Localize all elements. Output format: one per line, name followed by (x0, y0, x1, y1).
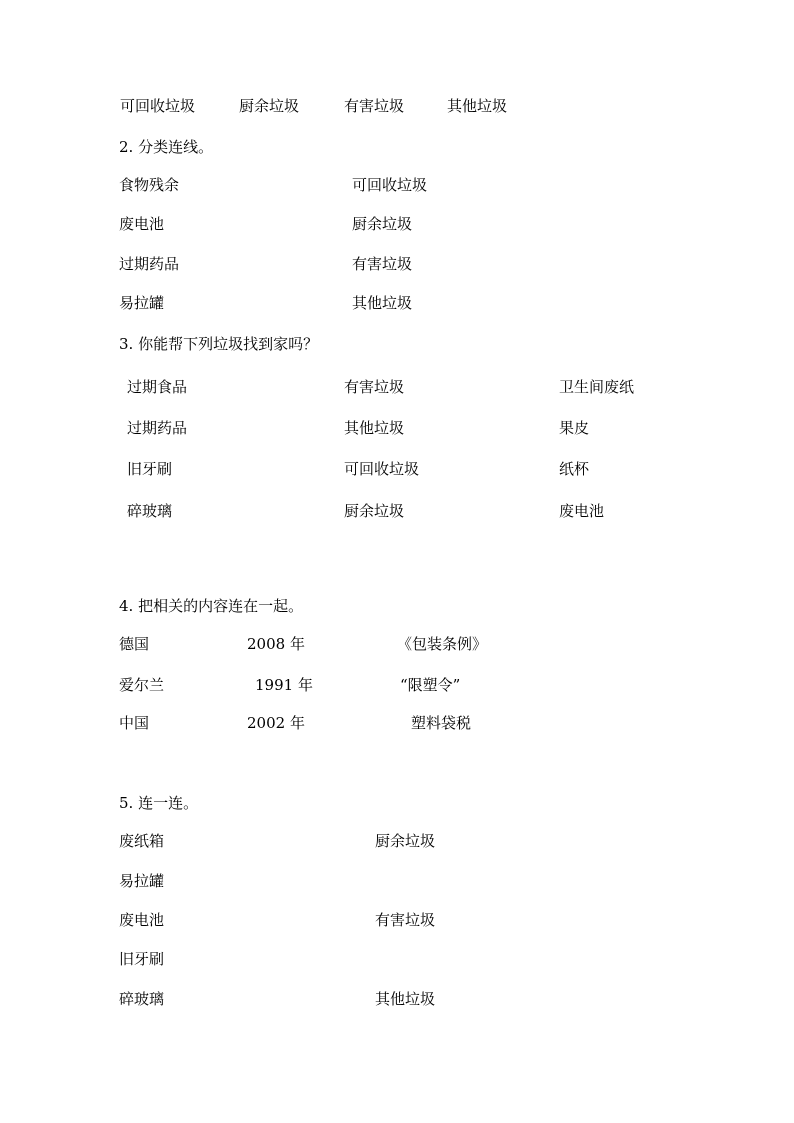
q4-policy: 塑料袋税 (411, 714, 472, 732)
q2-right-item: 其他垃圾 (352, 294, 413, 312)
q3-col2-item: 可回收垃圾 (344, 460, 420, 478)
q3-col2-item: 有害垃圾 (344, 378, 405, 396)
q4-country: 德国 (119, 635, 150, 653)
q5-left-item: 废纸箱 (119, 832, 165, 850)
q2-right-item: 有害垃圾 (352, 255, 413, 273)
q3-col1-item: 旧牙刷 (127, 460, 173, 478)
q5-left-item: 废电池 (119, 911, 165, 929)
q3-col3-item: 废电池 (559, 502, 605, 520)
q4-year: 2002 年 (247, 714, 305, 732)
q3-col2-item: 厨余垃圾 (344, 502, 405, 520)
q2-left-item: 易拉罐 (119, 294, 165, 312)
q3-col1-item: 过期食品 (127, 378, 188, 396)
q4-title: 4. 把相关的内容连在一起。 (119, 597, 304, 615)
q3-col1-item: 碎玻璃 (127, 502, 173, 520)
q4-country: 中国 (119, 714, 150, 732)
q2-left-item: 废电池 (119, 215, 165, 233)
q2-title: 2. 分类连线。 (119, 138, 214, 156)
q4-year: 1991 年 (255, 676, 313, 694)
q3-col3-item: 果皮 (559, 419, 590, 437)
q5-title: 5. 连一连。 (119, 794, 199, 812)
q5-right-item: 厨余垃圾 (375, 832, 436, 850)
q4-year: 2008 年 (247, 635, 305, 653)
q3-col3-item: 纸杯 (559, 460, 590, 478)
top-category-other: 其他垃圾 (447, 97, 508, 115)
q4-country: 爱尔兰 (119, 676, 165, 694)
q5-right-item: 其他垃圾 (375, 990, 436, 1008)
q5-left-item: 易拉罐 (119, 872, 165, 890)
q3-title: 3. 你能帮下列垃圾找到家吗？ (119, 335, 319, 353)
q3-col2-item: 其他垃圾 (344, 419, 405, 437)
top-category-kitchen: 厨余垃圾 (239, 97, 300, 115)
q3-col1-item: 过期药品 (127, 419, 188, 437)
q3-col3-item: 卫生间废纸 (559, 378, 635, 396)
q2-right-item: 可回收垃圾 (352, 176, 428, 194)
q4-policy: “限塑令” (400, 676, 461, 694)
q2-right-item: 厨余垃圾 (352, 215, 413, 233)
q5-left-item: 旧牙刷 (119, 950, 165, 968)
q4-policy: 《包装条例》 (397, 635, 488, 653)
q2-left-item: 过期药品 (119, 255, 180, 273)
q2-left-item: 食物残余 (119, 176, 180, 194)
q5-left-item: 碎玻璃 (119, 990, 165, 1008)
q5-right-item: 有害垃圾 (375, 911, 436, 929)
top-category-recyclable: 可回收垃圾 (120, 97, 196, 115)
top-category-hazardous: 有害垃圾 (344, 97, 405, 115)
